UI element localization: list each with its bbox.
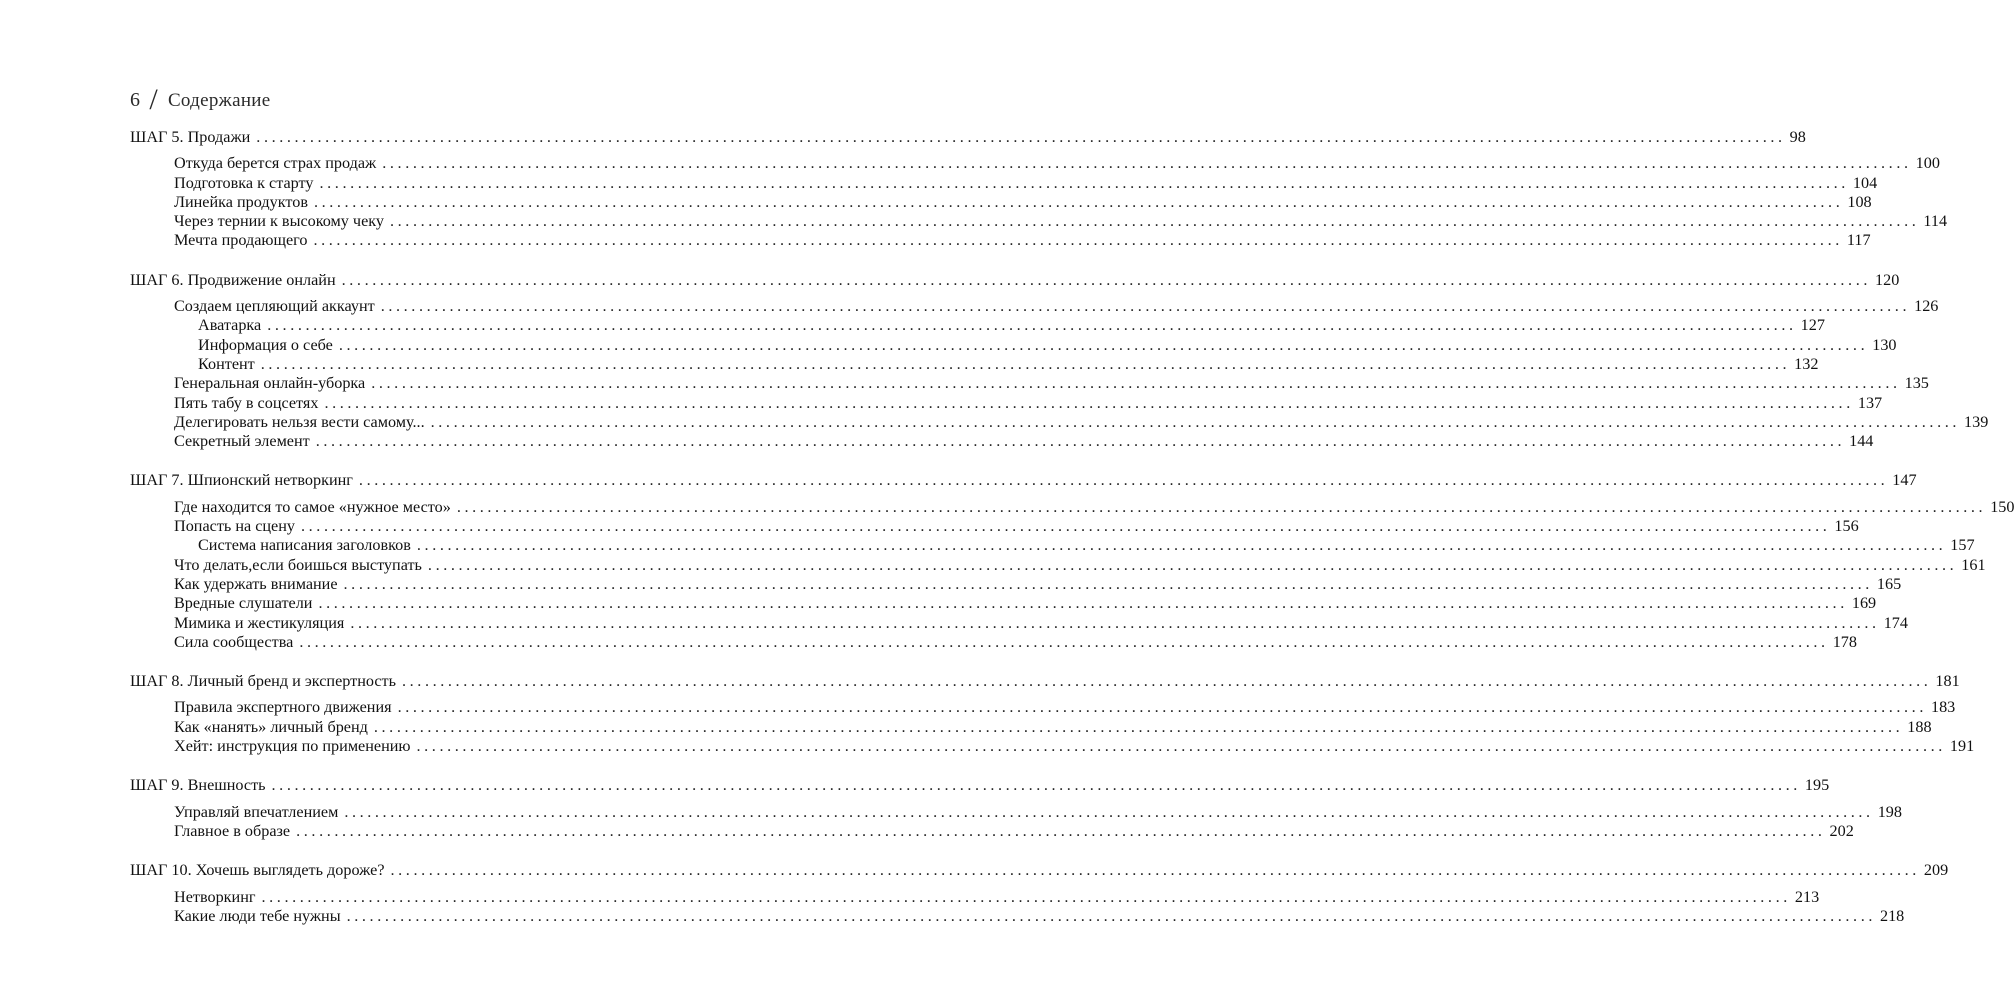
toc-entry-title: Сила сообщества bbox=[174, 632, 294, 651]
dot-leader: ........................................................................................................................................................................................................ bbox=[315, 432, 1846, 451]
toc-entry bbox=[130, 594, 1877, 613]
dot-leader: ........................................................................................................................................................................................................ bbox=[318, 594, 1848, 613]
page-number: 6 bbox=[130, 89, 141, 111]
dot-leader: ........................................................................................................................................................................................................ bbox=[299, 632, 1829, 651]
toc-entry-title: Пять табу в соцсетях bbox=[174, 393, 319, 412]
toc-entry-title: ШАГ 10. Хочешь выглядеть дороже? bbox=[130, 861, 385, 880]
toc-entry-page: 181 bbox=[1935, 672, 1960, 691]
dot-leader: ........................................................................................................................................................................................................ bbox=[456, 497, 1987, 516]
toc-entry-title: Нетворкинг bbox=[174, 887, 256, 906]
toc-entry-page: 100 bbox=[1915, 154, 1940, 173]
header-separator: / bbox=[149, 83, 158, 116]
toc-entry-title: ШАГ 6. Продвижение онлайн bbox=[130, 270, 336, 289]
toc-entry bbox=[130, 374, 1929, 393]
toc-entry-page: 130 bbox=[1872, 335, 1897, 354]
toc-section bbox=[130, 128, 1948, 251]
toc-entry-page: 213 bbox=[1794, 887, 1820, 906]
toc-entry bbox=[130, 698, 1956, 717]
dot-leader: ........................................................................................................................................................................................................ bbox=[373, 717, 1904, 736]
toc-entry-title: Система написания заголовков bbox=[198, 536, 411, 555]
toc-section bbox=[130, 776, 1902, 841]
dot-leader: ........................................................................................................................................................................................................ bbox=[416, 737, 1946, 756]
toc-entry bbox=[130, 802, 1902, 822]
toc-entry-title: Хейт: инструкция по применению bbox=[174, 737, 411, 756]
dot-leader: ........................................................................................................................................................................................................ bbox=[341, 270, 1871, 289]
toc-entry bbox=[130, 173, 1878, 193]
toc-entry-page: 117 bbox=[1846, 231, 1871, 250]
toc-entry-title: Мечта продающего bbox=[174, 231, 308, 250]
dot-leader: ........................................................................................................................................................................................................ bbox=[343, 574, 1873, 593]
toc-entry-page: 198 bbox=[1877, 802, 1902, 821]
toc-chapter-entry bbox=[130, 270, 1900, 290]
toc-entry-title: ШАГ 8. Личный бренд и экспертность bbox=[130, 672, 397, 691]
toc-entry-title: Делегировать нельзя вести самому... bbox=[174, 412, 425, 431]
toc-entry-page: 135 bbox=[1904, 374, 1929, 393]
toc-entry-page: 209 bbox=[1923, 861, 1949, 880]
toc-chapter-entry bbox=[130, 776, 1830, 795]
dot-leader: ........................................................................................................................................................................................................ bbox=[430, 412, 1961, 431]
dot-leader: ........................................................................................................................................................................................................ bbox=[380, 297, 1911, 316]
toc-entry bbox=[130, 737, 1975, 756]
toc-entry bbox=[130, 335, 1897, 355]
dot-leader: ........................................................................................................................................................................................................ bbox=[261, 887, 1791, 906]
dot-leader: ........................................................................................................................................................................................................ bbox=[390, 212, 1920, 231]
dot-leader: ........................................................................................................................................................................................................ bbox=[256, 128, 1786, 146]
toc-entry-page: 139 bbox=[1964, 412, 1989, 431]
dot-leader: ........................................................................................................................................................................................................ bbox=[358, 471, 1889, 490]
toc-entry bbox=[130, 632, 1857, 652]
toc-entry bbox=[130, 393, 1883, 413]
toc-entry-title: Мимика и жестикуляция bbox=[174, 613, 345, 632]
toc-entry-page: 191 bbox=[1949, 737, 1975, 756]
toc-entry-title: Где находится то самое «нужное место» bbox=[174, 497, 451, 516]
dot-leader: ........................................................................................................................................................................................................ bbox=[346, 906, 1876, 925]
toc-entry-title: Информация о себе bbox=[198, 335, 333, 354]
dot-leader: ........................................................................................................................................................................................................ bbox=[267, 316, 1797, 335]
toc-entry bbox=[130, 887, 1820, 907]
toc-entry-title: Создаем цепляющий аккаунт bbox=[174, 297, 375, 316]
dot-leader: ........................................................................................................................................................................................................ bbox=[371, 374, 1901, 393]
toc-section bbox=[130, 471, 2014, 652]
toc-entry-page: 165 bbox=[1876, 574, 1902, 593]
toc-entry-page: 218 bbox=[1879, 906, 1905, 925]
toc-entry-title: Секретный элемент bbox=[174, 432, 310, 451]
toc-chapter-entry bbox=[130, 471, 1917, 490]
toc-entry-title: Как удержать внимание bbox=[174, 574, 338, 593]
toc-entry-page: 114 bbox=[1923, 212, 1948, 231]
toc-entry-page: 156 bbox=[1834, 517, 1859, 536]
dot-leader: ........................................................................................................................................................................................................ bbox=[301, 517, 1831, 536]
dot-leader: ........................................................................................................................................................................................................ bbox=[397, 698, 1927, 717]
toc-entry bbox=[130, 154, 1940, 173]
toc-entry bbox=[130, 354, 1819, 374]
dot-leader: ........................................................................................................................................................................................................ bbox=[350, 613, 1880, 632]
toc-entry-title: Правила экспертного движения bbox=[174, 698, 392, 717]
dot-leader: ........................................................................................................................................................................................................ bbox=[271, 776, 1801, 795]
toc-section bbox=[130, 861, 1949, 926]
toc-entry bbox=[130, 192, 1872, 212]
dot-leader: ........................................................................................................................................................................................................ bbox=[344, 802, 1874, 821]
toc-entry-page: 150 bbox=[1990, 497, 2014, 516]
toc-entry-page: 188 bbox=[1907, 717, 1932, 736]
toc-entry-title: Линейка продуктов bbox=[174, 192, 308, 211]
toc-entry bbox=[130, 412, 1989, 432]
toc-entry bbox=[130, 906, 1905, 926]
dot-leader: ........................................................................................................................................................................................................ bbox=[260, 354, 1791, 373]
toc-entry-page: 126 bbox=[1914, 297, 1939, 316]
toc-entry-page: 137 bbox=[1857, 393, 1883, 412]
toc-chapter-entry bbox=[130, 672, 1960, 691]
dot-leader: ........................................................................................................................................................................................................ bbox=[382, 154, 1912, 173]
dot-leader: ........................................................................................................................................................................................................ bbox=[416, 536, 1947, 555]
toc-entry bbox=[130, 536, 1975, 555]
toc-entry bbox=[130, 297, 1939, 316]
toc-entry-title: Контент bbox=[198, 354, 255, 373]
toc-entry-title: Аватарка bbox=[198, 316, 262, 335]
dot-leader: ........................................................................................................................................................................................................ bbox=[390, 861, 1920, 880]
toc-entry bbox=[130, 574, 1902, 594]
toc-entry-title: Подготовка к старту bbox=[174, 173, 314, 192]
toc-entry bbox=[130, 517, 1859, 536]
toc-entry-page: 174 bbox=[1883, 613, 1908, 632]
toc-entry-page: 120 bbox=[1875, 270, 1900, 289]
toc-entry-title: Главное в образе bbox=[174, 821, 291, 840]
toc-entry-title: ШАГ 7. Шпионский нетворкинг bbox=[130, 471, 353, 490]
toc-entry-title: ШАГ 9. Внешность bbox=[130, 776, 266, 795]
toc-entry-page: 202 bbox=[1829, 821, 1854, 840]
dot-leader: ........................................................................................................................................................................................................ bbox=[313, 192, 1844, 211]
dot-leader: ........................................................................................................................................................................................................ bbox=[319, 173, 1849, 192]
toc-entry-page: 161 bbox=[1961, 555, 1986, 574]
toc-entry-page: 195 bbox=[1804, 776, 1830, 795]
toc-entry-title: Попасть на сцену bbox=[174, 517, 296, 536]
toc-entry bbox=[130, 212, 1948, 231]
toc-entry-page: 132 bbox=[1794, 354, 1819, 373]
toc-chapter-entry bbox=[130, 861, 1949, 880]
toc-entry bbox=[130, 821, 1854, 841]
table-of-contents bbox=[130, 128, 2014, 946]
toc-entry bbox=[130, 316, 1825, 335]
toc-entry-page: 104 bbox=[1852, 173, 1878, 192]
toc-entry-title: Управляй впечатлением bbox=[174, 802, 339, 821]
toc-entry bbox=[130, 555, 1986, 575]
dot-leader: ........................................................................................................................................................................................................ bbox=[338, 335, 1869, 354]
toc-entry-page: 147 bbox=[1892, 471, 1917, 490]
toc-entry bbox=[130, 613, 1908, 633]
toc-entry bbox=[130, 497, 2014, 517]
toc-entry-page: 98 bbox=[1789, 128, 1806, 146]
toc-entry bbox=[130, 432, 1874, 451]
toc-section bbox=[130, 270, 1989, 452]
toc-entry-page: 108 bbox=[1847, 192, 1872, 211]
toc-entry-title: Откуда берется страх продаж bbox=[174, 154, 377, 173]
dot-leader: ........................................................................................................................................................................................................ bbox=[402, 672, 1932, 691]
toc-entry-title: Как «нанять» личный бренд bbox=[174, 717, 368, 736]
toc-entry-page: 127 bbox=[1800, 316, 1825, 335]
dot-leader: ........................................................................................................................................................................................................ bbox=[427, 555, 1958, 574]
dot-leader: ........................................................................................................................................................................................................ bbox=[313, 231, 1843, 250]
toc-chapter-entry bbox=[130, 128, 1806, 147]
dot-leader: ........................................................................................................................................................................................................ bbox=[324, 393, 1854, 412]
toc-entry bbox=[130, 231, 1871, 250]
toc-section bbox=[130, 672, 1975, 756]
running-title: Содержание bbox=[167, 90, 271, 111]
toc-entry-title: Через тернии к высокому чеку bbox=[174, 212, 384, 231]
dot-leader: ........................................................................................................................................................................................................ bbox=[296, 821, 1826, 840]
toc-entry-page: 169 bbox=[1851, 594, 1877, 613]
toc-entry-title: Вредные слушатели bbox=[174, 594, 313, 613]
toc-entry bbox=[130, 717, 1932, 737]
toc-entry-title: Какие люди тебе нужны bbox=[174, 906, 341, 925]
toc-entry-page: 157 bbox=[1950, 536, 1975, 555]
toc-entry-title: Генеральная онлайн-уборка bbox=[174, 374, 366, 393]
toc-entry-title: Что делать,если боишься выступать bbox=[174, 555, 422, 574]
running-header bbox=[130, 80, 271, 114]
toc-entry-page: 144 bbox=[1849, 432, 1874, 451]
toc-entry-page: 183 bbox=[1930, 698, 1956, 717]
toc-entry-page: 178 bbox=[1832, 632, 1857, 651]
toc-entry-title: ШАГ 5. Продажи bbox=[130, 128, 251, 146]
